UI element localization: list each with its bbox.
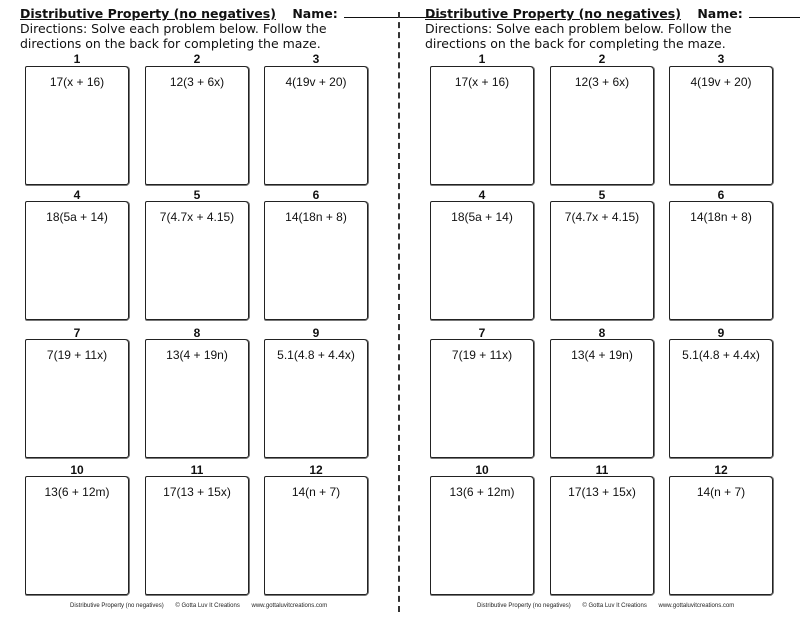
problem-expression: 7(4.7x + 4.15) [159, 210, 235, 224]
problem-expression: 7(4.7x + 4.15) [564, 210, 640, 224]
answer-box[interactable] [145, 66, 249, 185]
problem-expression: 12(3 + 6x) [169, 75, 225, 89]
name-label: Name: [697, 6, 743, 21]
answer-box[interactable] [550, 201, 654, 320]
problem-expression: 14(n + 7) [291, 485, 341, 499]
answer-box[interactable] [669, 476, 773, 595]
name-label: Name: [292, 6, 338, 21]
problem-grid [0, 0, 390, 618]
problem-number: 12 [309, 463, 323, 477]
answer-box[interactable] [430, 339, 534, 458]
footer-copyright: © Gotta Luv It Creations [175, 603, 240, 609]
problem-number: 9 [717, 326, 725, 340]
answer-box[interactable] [25, 66, 129, 185]
problem-expression: 17(13 + 15x) [568, 485, 636, 499]
answer-box[interactable] [550, 476, 654, 595]
problem-number: 12 [714, 463, 728, 477]
footer-copyright: © Gotta Luv It Creations [582, 603, 647, 609]
footer-website: www.gottaluvitcreations.com [658, 603, 735, 609]
answer-box[interactable] [145, 476, 249, 595]
problem-expression: 17(x + 16) [454, 75, 510, 89]
answer-box[interactable] [430, 66, 534, 185]
directions-text: Directions: Solve each problem below. Follow the directions on the back for completing the maze. [425, 21, 732, 51]
problem-number: 7 [73, 326, 81, 340]
problem-expression: 13(6 + 12m) [449, 485, 515, 499]
worksheet-title: Distributive Property (no negatives) [425, 6, 681, 21]
answer-box[interactable] [669, 201, 773, 320]
answer-box[interactable] [25, 476, 129, 595]
answer-box[interactable] [25, 201, 129, 320]
answer-box[interactable] [264, 66, 368, 185]
problem-number: 2 [193, 52, 201, 66]
answer-box[interactable] [550, 339, 654, 458]
answer-box[interactable] [145, 339, 249, 458]
problem-expression: 17(x + 16) [49, 75, 105, 89]
problem-expression: 13(4 + 19n) [166, 348, 228, 362]
problem-number: 10 [475, 463, 489, 477]
answer-box[interactable] [264, 201, 368, 320]
answer-box[interactable] [145, 201, 249, 320]
problem-number: 4 [73, 188, 81, 202]
problem-expression: 4(19v + 20) [690, 75, 752, 89]
answer-box[interactable] [430, 476, 534, 595]
problem-number: 9 [312, 326, 320, 340]
problem-number: 3 [312, 52, 320, 66]
answer-box[interactable] [430, 201, 534, 320]
problem-number: 1 [73, 52, 81, 66]
problem-expression: 17(13 + 15x) [163, 485, 231, 499]
problem-expression: 18(5a + 14) [451, 210, 513, 224]
problem-expression: 7(19 + 11x) [451, 348, 513, 362]
answer-box[interactable] [550, 66, 654, 185]
problem-number: 3 [717, 52, 725, 66]
problem-number: 10 [70, 463, 84, 477]
answer-box[interactable] [264, 476, 368, 595]
problem-expression: 14(n + 7) [696, 485, 746, 499]
problem-expression: 14(18n + 8) [285, 210, 347, 224]
answer-box[interactable] [669, 339, 773, 458]
problem-expression: 4(19v + 20) [285, 75, 347, 89]
answer-box[interactable] [264, 339, 368, 458]
problem-number: 4 [478, 188, 486, 202]
problem-number: 8 [193, 326, 201, 340]
directions-text: Directions: Solve each problem below. Follow the directions on the back for completing the maze. [20, 21, 327, 51]
cut-line-divider [398, 12, 400, 612]
problem-expression: 5.1(4.8 + 4.4x) [682, 348, 760, 362]
problem-expression: 12(3 + 6x) [574, 75, 630, 89]
footer-title: Distributive Property (no negatives) [477, 603, 571, 609]
footer-website: www.gottaluvitcreations.com [251, 603, 328, 609]
answer-box[interactable] [669, 66, 773, 185]
footer [70, 603, 337, 609]
footer [477, 603, 744, 609]
answer-box[interactable] [25, 339, 129, 458]
footer-title: Distributive Property (no negatives) [70, 603, 164, 609]
worksheet-copy-right [405, 0, 795, 618]
problem-expression: 5.1(4.8 + 4.4x) [277, 348, 355, 362]
problem-number: 6 [312, 188, 320, 202]
problem-expression: 18(5a + 14) [46, 210, 108, 224]
problem-number: 11 [595, 463, 609, 477]
problem-number: 5 [193, 188, 201, 202]
problem-number: 7 [478, 326, 486, 340]
problem-number: 5 [598, 188, 606, 202]
problem-expression: 7(19 + 11x) [46, 348, 108, 362]
problem-expression: 13(6 + 12m) [44, 485, 110, 499]
problem-expression: 14(18n + 8) [690, 210, 752, 224]
problem-number: 6 [717, 188, 725, 202]
worksheet-title: Distributive Property (no negatives) [20, 6, 276, 21]
worksheet-copy-left [0, 0, 390, 618]
problem-number: 8 [598, 326, 606, 340]
problem-number: 1 [478, 52, 486, 66]
problem-grid [405, 0, 795, 618]
problem-expression: 13(4 + 19n) [571, 348, 633, 362]
problem-number: 11 [190, 463, 204, 477]
problem-number: 2 [598, 52, 606, 66]
